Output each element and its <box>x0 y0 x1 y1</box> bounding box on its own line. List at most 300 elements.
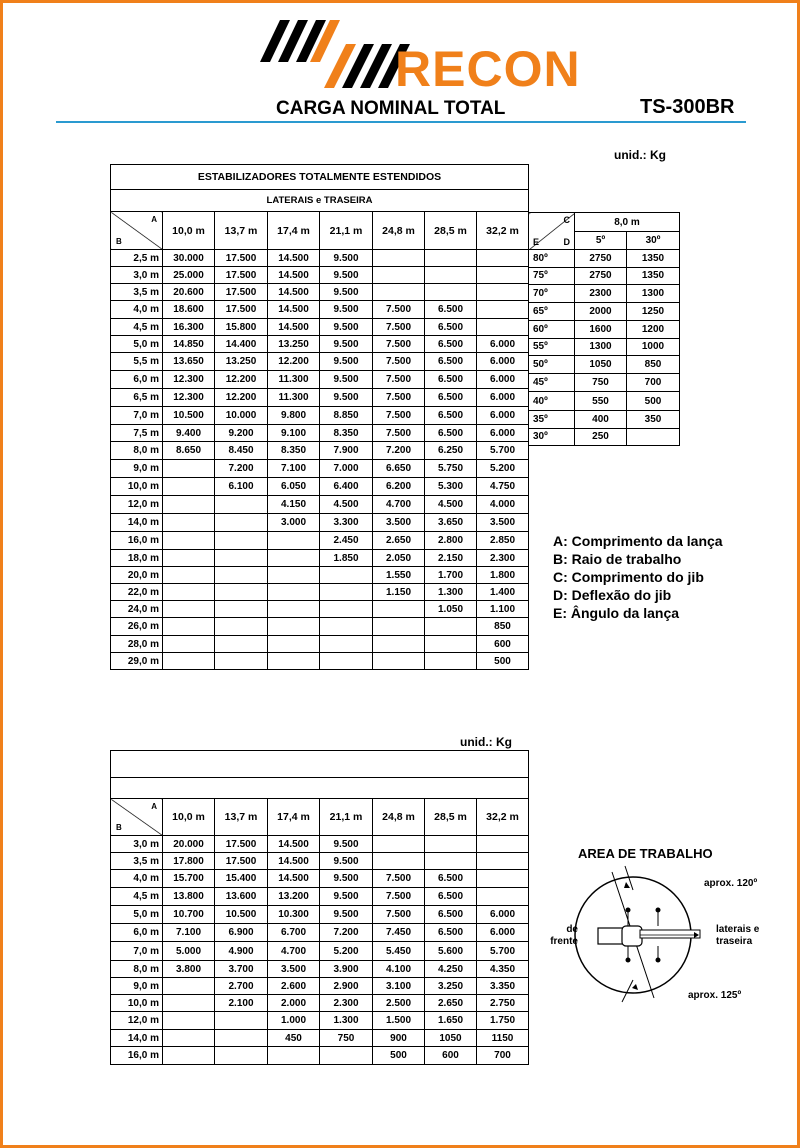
jib-angle: 30º <box>529 428 575 446</box>
table-cell: 4.150 <box>268 496 320 514</box>
table-cell: 10.000 <box>215 407 268 425</box>
table-cell: 15.800 <box>215 319 268 336</box>
column-header: 13,7 m <box>215 212 268 250</box>
table-cell: 17.500 <box>215 301 268 319</box>
table-cell: 5.750 <box>425 460 477 478</box>
row-label: 16,0 m <box>111 1047 163 1065</box>
table-cell <box>215 514 268 532</box>
table-cell: 11.300 <box>268 389 320 407</box>
table-cell <box>320 1047 373 1065</box>
table-cell <box>477 284 529 301</box>
table-cell: 4.500 <box>425 496 477 514</box>
table-cell <box>163 460 215 478</box>
unit-label-2: unid.: Kg <box>460 735 512 749</box>
table-cell: 7.500 <box>373 906 425 924</box>
table-cell: 4.350 <box>477 961 529 978</box>
table-cell: 9.500 <box>320 284 373 301</box>
load-table-outriggers <box>110 164 529 670</box>
table-cell <box>373 836 425 853</box>
table-cell: 2.300 <box>477 550 529 567</box>
table-cell: 1150 <box>477 1030 529 1047</box>
table-cell: 3.500 <box>373 514 425 532</box>
table-cell <box>163 978 215 995</box>
table-cell <box>373 636 425 653</box>
table-cell: 4.500 <box>320 496 373 514</box>
jib-row <box>529 285 680 303</box>
jib-length: 8,0 m <box>575 213 680 232</box>
table-row <box>111 942 529 961</box>
table-cell: 5.200 <box>477 460 529 478</box>
unit-label: unid.: Kg <box>614 148 666 162</box>
table-cell: 7.200 <box>215 460 268 478</box>
table-cell: 14.500 <box>268 301 320 319</box>
table-subtitle: LATERAIS e TRASEIRA <box>111 190 529 212</box>
jib-cell: 1600 <box>575 321 627 339</box>
jib-angle: 65º <box>529 303 575 321</box>
jib-row <box>529 321 680 339</box>
jib-cell: 2750 <box>575 250 627 268</box>
table-cell: 1.050 <box>425 601 477 618</box>
table-row <box>111 532 529 550</box>
table-cell: 20.000 <box>163 836 215 853</box>
table-cell <box>163 478 215 496</box>
table-cell <box>163 496 215 514</box>
table-cell <box>477 870 529 888</box>
table-cell: 3.800 <box>163 961 215 978</box>
column-header: 24,8 m <box>373 212 425 250</box>
table-cell <box>373 618 425 636</box>
table-cell <box>163 653 215 670</box>
table-row <box>111 961 529 978</box>
table-cell: 2.450 <box>320 532 373 550</box>
table-cell: 5.450 <box>373 942 425 961</box>
row-label: 22,0 m <box>111 584 163 601</box>
jib-cell: 2750 <box>575 267 627 285</box>
table-cell: 600 <box>477 636 529 653</box>
table-cell <box>477 836 529 853</box>
table-cell <box>320 584 373 601</box>
table-cell: 13.250 <box>268 336 320 353</box>
table-cell: 2.650 <box>373 532 425 550</box>
table-cell: 6.500 <box>425 924 477 942</box>
jib-cell: 1300 <box>575 338 627 356</box>
table-cell <box>215 1030 268 1047</box>
table-cell: 7.500 <box>373 319 425 336</box>
table-cell <box>163 550 215 567</box>
row-label: 4,5 m <box>111 888 163 906</box>
table-cell: 1050 <box>425 1030 477 1047</box>
table-cell: 1.300 <box>320 1012 373 1030</box>
jib-cell: 1200 <box>627 321 680 339</box>
table-row <box>111 924 529 942</box>
table-cell: 6.500 <box>425 425 477 442</box>
jib-cell: 2300 <box>575 285 627 303</box>
jib-row <box>529 392 680 411</box>
jib-cell: 1050 <box>575 356 627 374</box>
table-cell: 15.700 <box>163 870 215 888</box>
row-label: 29,0 m <box>111 653 163 670</box>
table-row <box>111 653 529 670</box>
table-cell: 6.500 <box>425 371 477 389</box>
table-cell: 6.000 <box>477 336 529 353</box>
table-cell <box>268 636 320 653</box>
table-cell: 2.700 <box>215 978 268 995</box>
table-cell: 6.500 <box>425 319 477 336</box>
jib-row <box>529 411 680 429</box>
jib-row <box>529 428 680 446</box>
table-cell: 10.700 <box>163 906 215 924</box>
legend <box>553 532 723 622</box>
table-cell <box>373 267 425 284</box>
table-cell <box>373 284 425 301</box>
table-cell <box>215 1047 268 1065</box>
column-header: 32,2 m <box>477 212 529 250</box>
table-row <box>111 888 529 906</box>
table-cell: 850 <box>477 618 529 636</box>
table-cell: 4.700 <box>373 496 425 514</box>
model-code: TS-300BR <box>640 96 735 118</box>
jib-column-header: 30º <box>627 232 680 250</box>
jib-row <box>529 267 680 285</box>
jib-angle: 70º <box>529 285 575 303</box>
table-cell <box>425 636 477 653</box>
row-label: 9,0 m <box>111 978 163 995</box>
jib-cell: 700 <box>627 374 680 392</box>
table-cell <box>425 853 477 870</box>
table-cell: 3.100 <box>373 978 425 995</box>
load-table-2 <box>110 750 529 1065</box>
table-cell: 500 <box>373 1047 425 1065</box>
table-row <box>111 442 529 460</box>
table-cell: 9.500 <box>320 906 373 924</box>
table-cell: 7.500 <box>373 353 425 371</box>
table-cell: 9.200 <box>215 425 268 442</box>
table-cell: 17.800 <box>163 853 215 870</box>
jib-angle: 60º <box>529 321 575 339</box>
table-cell: 18.600 <box>163 301 215 319</box>
table-cell: 12.200 <box>215 371 268 389</box>
table-cell: 12.200 <box>268 353 320 371</box>
table-row <box>111 319 529 336</box>
table-cell: 2.050 <box>373 550 425 567</box>
row-label: 7,0 m <box>111 407 163 425</box>
table-cell <box>215 618 268 636</box>
jib-column-header: 5º <box>575 232 627 250</box>
jib-row <box>529 338 680 356</box>
table-cell <box>320 618 373 636</box>
table-cell <box>215 584 268 601</box>
row-label: 28,0 m <box>111 636 163 653</box>
jib-cell: 250 <box>575 428 627 446</box>
table-cell: 6.100 <box>215 478 268 496</box>
row-label: 6,0 m <box>111 924 163 942</box>
table-cell: 17.500 <box>215 836 268 853</box>
table-row <box>111 389 529 407</box>
table-cell <box>268 618 320 636</box>
table-title: ESTABILIZADORES TOTALMENTE ESTENDIDOS <box>111 165 529 190</box>
table-cell <box>425 618 477 636</box>
table-row <box>111 870 529 888</box>
table-cell: 14.850 <box>163 336 215 353</box>
table-cell <box>215 1012 268 1030</box>
table-cell: 3.350 <box>477 978 529 995</box>
table-cell: 4.250 <box>425 961 477 978</box>
row-label: 3,0 m <box>111 267 163 284</box>
table-cell: 9.500 <box>320 250 373 267</box>
row-label: 3,5 m <box>111 284 163 301</box>
jib-row <box>529 356 680 374</box>
row-label: 10,0 m <box>111 995 163 1012</box>
row-label: 12,0 m <box>111 496 163 514</box>
table-row <box>111 407 529 425</box>
table-cell: 7.500 <box>373 336 425 353</box>
table-cell: 30.000 <box>163 250 215 267</box>
table-cell: 8.350 <box>320 425 373 442</box>
table-cell <box>163 601 215 618</box>
table-cell: 1.100 <box>477 601 529 618</box>
table-cell: 2.750 <box>477 995 529 1012</box>
row-label: 12,0 m <box>111 1012 163 1030</box>
table-cell: 20.600 <box>163 284 215 301</box>
table-cell: 6.000 <box>477 353 529 371</box>
brand-name: RECON <box>395 41 581 97</box>
table-row <box>111 353 529 371</box>
table-cell: 8.350 <box>268 442 320 460</box>
sides-label: laterais e traseira <box>716 924 760 947</box>
table-cell: 14.500 <box>268 319 320 336</box>
table-cell: 6.500 <box>425 407 477 425</box>
table-cell: 10.500 <box>215 906 268 924</box>
table-cell <box>163 532 215 550</box>
table-row <box>111 284 529 301</box>
row-label: 3,5 m <box>111 853 163 870</box>
column-header: 17,4 m <box>268 212 320 250</box>
jib-angle: 45º <box>529 374 575 392</box>
table-cell: 3.900 <box>320 961 373 978</box>
table-cell: 17.500 <box>215 284 268 301</box>
header-rule <box>56 121 746 123</box>
table-cell: 1.550 <box>373 567 425 584</box>
jib-table <box>528 212 680 446</box>
table-cell: 9.500 <box>320 301 373 319</box>
table-row <box>111 460 529 478</box>
column-header: 32,2 m <box>477 799 529 836</box>
table-cell: 6.250 <box>425 442 477 460</box>
table-row <box>111 550 529 567</box>
row-label: 10,0 m <box>111 478 163 496</box>
table-cell: 17.500 <box>215 267 268 284</box>
corner-cell: A B <box>111 212 163 250</box>
table-cell <box>215 567 268 584</box>
table-cell: 9.500 <box>320 319 373 336</box>
table-row <box>111 250 529 267</box>
table-cell <box>425 653 477 670</box>
row-label: 5,0 m <box>111 336 163 353</box>
table-row <box>111 853 529 870</box>
table-cell: 9.500 <box>320 836 373 853</box>
table-cell: 3.250 <box>425 978 477 995</box>
row-label: 6,5 m <box>111 389 163 407</box>
table-row <box>111 906 529 924</box>
table-cell: 7.500 <box>373 301 425 319</box>
table-cell <box>163 514 215 532</box>
table-cell <box>268 550 320 567</box>
page-title: CARGA NOMINAL TOTAL <box>276 98 506 119</box>
table-cell: 14.500 <box>268 853 320 870</box>
table-cell: 14.400 <box>215 336 268 353</box>
table-cell <box>215 550 268 567</box>
table-cell: 5.200 <box>320 942 373 961</box>
table-row <box>111 301 529 319</box>
jib-cell: 1350 <box>627 250 680 268</box>
jib-cell <box>627 428 680 446</box>
table-row <box>111 1012 529 1030</box>
angle-top-label: aprox. 120º <box>704 878 758 889</box>
jib-cell: 1350 <box>627 267 680 285</box>
table-cell <box>425 836 477 853</box>
table-cell <box>215 532 268 550</box>
table-row <box>111 371 529 389</box>
table-cell: 4.750 <box>477 478 529 496</box>
table-cell: 9.500 <box>320 389 373 407</box>
table-cell <box>163 1012 215 1030</box>
row-label: 4,5 m <box>111 319 163 336</box>
table-cell: 1.500 <box>373 1012 425 1030</box>
table-cell <box>425 267 477 284</box>
table-cell: 13.800 <box>163 888 215 906</box>
row-label: 3,0 m <box>111 836 163 853</box>
table-cell: 6.000 <box>477 906 529 924</box>
table-cell: 10.500 <box>163 407 215 425</box>
table-cell: 6.000 <box>477 407 529 425</box>
table-cell: 12.200 <box>215 389 268 407</box>
table-cell <box>373 853 425 870</box>
table-cell <box>477 888 529 906</box>
table-cell: 14.500 <box>268 836 320 853</box>
table-cell: 9.100 <box>268 425 320 442</box>
angle-bottom-label: aprox. 125º <box>688 990 742 1001</box>
table-cell: 1.000 <box>268 1012 320 1030</box>
row-label: 24,0 m <box>111 601 163 618</box>
table-cell: 5.700 <box>477 942 529 961</box>
row-label: 5,0 m <box>111 906 163 924</box>
table-cell: 7.500 <box>373 888 425 906</box>
column-header: 13,7 m <box>215 799 268 836</box>
table-cell: 6.700 <box>268 924 320 942</box>
table-cell <box>163 1030 215 1047</box>
table-row <box>111 1047 529 1065</box>
table-row <box>111 567 529 584</box>
column-header: 28,5 m <box>425 799 477 836</box>
jib-cell: 550 <box>575 392 627 411</box>
table-cell <box>373 250 425 267</box>
table-cell: 2.600 <box>268 978 320 995</box>
table-row <box>111 425 529 442</box>
table-cell: 1.650 <box>425 1012 477 1030</box>
table-cell: 2.500 <box>373 995 425 1012</box>
row-label: 2,5 m <box>111 250 163 267</box>
table-cell: 7.100 <box>268 460 320 478</box>
row-label: 20,0 m <box>111 567 163 584</box>
table-cell <box>163 636 215 653</box>
table-cell <box>268 653 320 670</box>
row-label: 26,0 m <box>111 618 163 636</box>
front-label: de frente <box>550 924 578 947</box>
legend-item: B: Raio de trabalho <box>553 551 682 567</box>
table-cell: 6.900 <box>215 924 268 942</box>
table-cell: 17.500 <box>215 250 268 267</box>
row-label: 16,0 m <box>111 532 163 550</box>
table-cell: 5.300 <box>425 478 477 496</box>
table-cell: 4.000 <box>477 496 529 514</box>
table-cell: 6.500 <box>425 301 477 319</box>
jib-cell: 1000 <box>627 338 680 356</box>
jib-cell: 350 <box>627 411 680 429</box>
row-label: 14,0 m <box>111 1030 163 1047</box>
table-row <box>111 584 529 601</box>
table-cell: 7.500 <box>373 870 425 888</box>
legend-item: C: Comprimento do jib <box>553 569 704 585</box>
table-cell <box>320 601 373 618</box>
table-cell <box>477 250 529 267</box>
table-cell: 10.300 <box>268 906 320 924</box>
table-cell: 5.700 <box>477 442 529 460</box>
table-cell: 500 <box>477 653 529 670</box>
jib-cell: 2000 <box>575 303 627 321</box>
table-cell <box>268 584 320 601</box>
table-row <box>111 836 529 853</box>
row-label: 14,0 m <box>111 514 163 532</box>
table-cell: 11.300 <box>268 371 320 389</box>
table-cell: 12.300 <box>163 371 215 389</box>
table-cell: 3.700 <box>215 961 268 978</box>
work-area-title: AREA DE TRABALHO <box>578 846 713 861</box>
corner-cell: A B <box>111 799 163 836</box>
table-cell: 7.200 <box>373 442 425 460</box>
table-cell <box>268 1047 320 1065</box>
table-cell: 8.650 <box>163 442 215 460</box>
table-cell <box>425 284 477 301</box>
table-cell <box>268 601 320 618</box>
table-cell: 6.500 <box>425 888 477 906</box>
table-cell: 600 <box>425 1047 477 1065</box>
row-label: 7,5 m <box>111 425 163 442</box>
table-row <box>111 978 529 995</box>
table-cell: 9.500 <box>320 888 373 906</box>
row-label: 6,0 m <box>111 371 163 389</box>
column-header: 10,0 m <box>163 212 215 250</box>
table-cell: 1.400 <box>477 584 529 601</box>
table-cell: 14.500 <box>268 267 320 284</box>
column-header: 10,0 m <box>163 799 215 836</box>
jib-cell: 1250 <box>627 303 680 321</box>
row-label: 8,0 m <box>111 442 163 460</box>
table-cell <box>373 653 425 670</box>
table-cell: 4.700 <box>268 942 320 961</box>
table-cell: 14.500 <box>268 284 320 301</box>
table-cell <box>373 601 425 618</box>
jib-angle: 80º <box>529 250 575 268</box>
jib-angle: 55º <box>529 338 575 356</box>
table-cell: 16.300 <box>163 319 215 336</box>
table-cell <box>215 601 268 618</box>
table-row <box>111 1030 529 1047</box>
table-cell: 900 <box>373 1030 425 1047</box>
jib-cell: 500 <box>627 392 680 411</box>
table-cell <box>320 653 373 670</box>
jib-cell: 850 <box>627 356 680 374</box>
table-cell: 9.500 <box>320 371 373 389</box>
